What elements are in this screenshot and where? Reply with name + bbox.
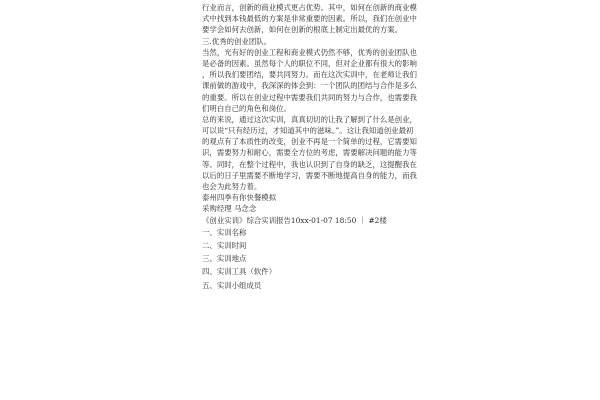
post-meta: 《创业实训》综合实训报告10xx-01-07 18:50 ｜ #2楼 bbox=[202, 215, 387, 225]
body-line: 要学会如何去创新，如何在创新的根底上制定出最优的方案。 bbox=[202, 25, 403, 35]
body-line: ，所以我们要团结，要共同努力。而在这次实训中，在老师让我们 bbox=[202, 70, 417, 80]
body-line: 也会为此努力着。 bbox=[202, 182, 262, 191]
body-line: 等。同时，在整个过程中，我也认识到了自身的缺乏，这提醒我在 bbox=[202, 159, 417, 169]
list-item: 五、实训小组成员 bbox=[202, 280, 262, 290]
body-line: 行业而言，创新的商业模式更占优势。其中，如何在创新的商业模 bbox=[202, 3, 417, 12]
body-line: 可以说“只有经历过，才知道其中的滋味。”。这让我知道创业最初 bbox=[202, 126, 414, 136]
body-line: 们明白自己的角色和岗位。 bbox=[202, 103, 291, 113]
author-role: 采购经理 马念念 bbox=[202, 204, 257, 214]
document-body bbox=[202, 2, 422, 292]
list-item: 三、实训地点 bbox=[202, 254, 247, 264]
body-line: 的观点有了本质性的改变，创业不再是一个简单的过程，它需要知 bbox=[202, 137, 417, 147]
list-item: 二、实训时间 bbox=[202, 240, 247, 250]
body-line: 识，需要努力和耐心，需要全方位的考虑，需要解决问题的能力等 bbox=[202, 148, 417, 158]
body-line: 课前做的游戏中，我深深的体会到：一个团队的团结与合作是多么 bbox=[202, 81, 417, 91]
outline-list bbox=[202, 226, 422, 292]
body-line: 式中找到本钱最低的方案是非常重要的因素。所以，我们在创业中 bbox=[202, 14, 417, 24]
section-heading: 三.优秀的创业团队。 bbox=[202, 36, 272, 46]
company-name: 泰州四季有你快餐模拟 bbox=[202, 193, 277, 203]
body-line: 的重要。所以在创业过程中需要我们共同的努力与合作，也需要我 bbox=[202, 92, 417, 102]
body-line: 以后的日子里需要不断地学习，需要不断地提高自身的能力，而我 bbox=[202, 170, 417, 180]
list-item: 四、实训工具（软件） bbox=[202, 267, 277, 277]
body-line: 是必备的因素。虽然每个人的职位不同，但对企业都有很大的影响 bbox=[202, 58, 417, 68]
body-line: 当然，光有好的创业工程和商业模式仍然不够，优秀的创业团队也 bbox=[202, 47, 417, 57]
body-line: 总的来说，通过这次实训，真真切切的让我了解到了什么是创业， bbox=[202, 114, 417, 124]
list-item: 一、实训名称 bbox=[202, 227, 247, 237]
